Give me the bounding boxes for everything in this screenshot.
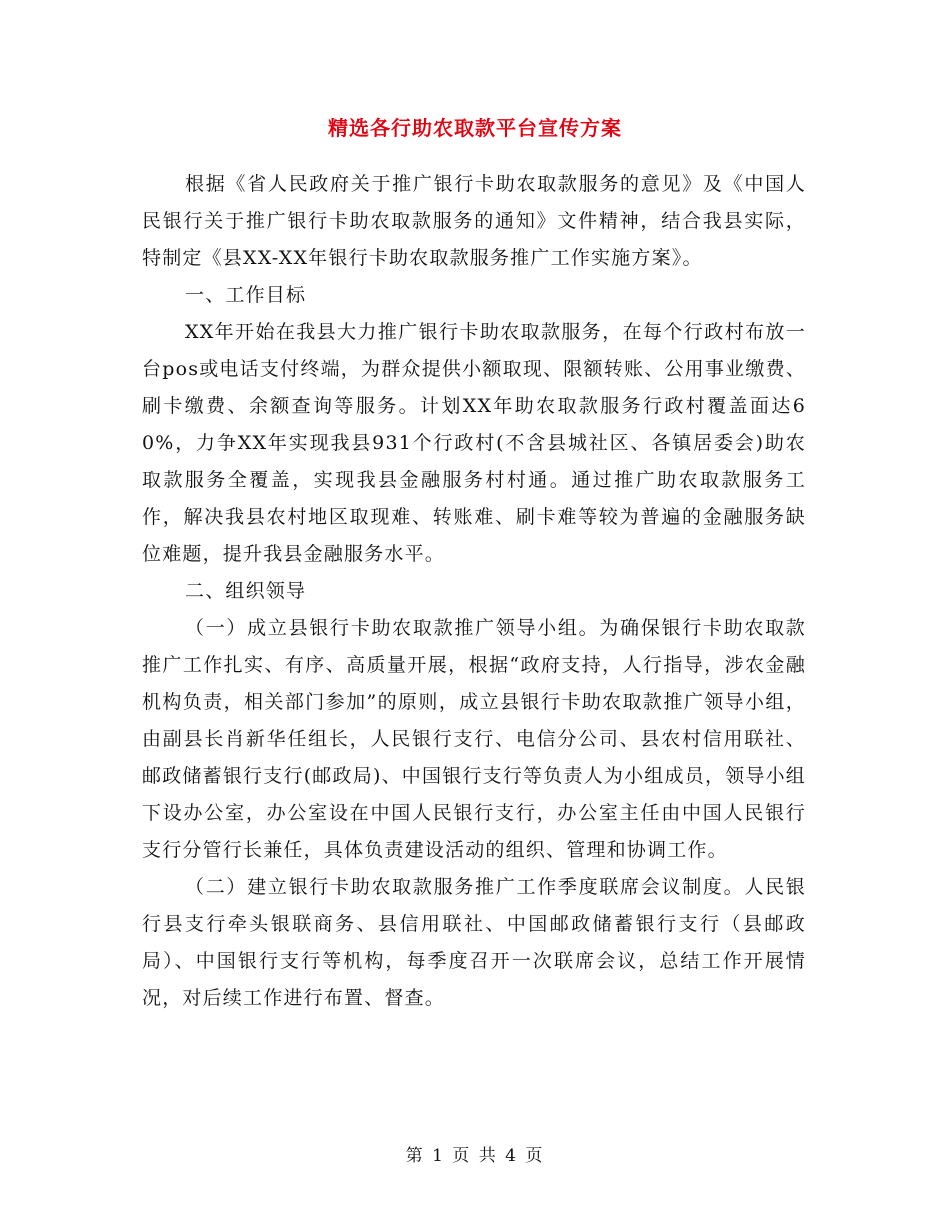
intro-paragraph: 根据《省人民政府关于推广银行卡助农取款服务的意见》及《中国人民银行关于推广银行卡助农取款服务的通知》文件精神，结合我县实际，特制定《县XX-XX年银行卡助农取款服务推广工作实施方案》。 xyxy=(142,173,806,269)
page-number-label: 第 1 页 共 4 页 xyxy=(405,1146,545,1166)
section-heading-organization: 二、组织领导 xyxy=(185,580,307,602)
document-body xyxy=(142,166,806,1017)
document-title: 精选各行助农取款平台宣传方案 xyxy=(328,116,622,140)
page-footer xyxy=(0,1144,950,1168)
joint-meeting-paragraph: （二）建立银行卡助农取款服务推广工作季度联席会议制度。人民银行县支行牵头银联商务、县信用联社、中国邮政储蓄银行支行（县邮政局）、中国银行支行等机构，每季度召开一次联席会议，总结工作开展情况，对后续工作进行布置、督查。 xyxy=(142,876,806,1009)
leadership-group-paragraph: （一）成立县银行卡助农取款推广领导小组。为确保银行卡助农取款推广工作扎实、有序、高质量开展，根据“政府支持，人行指导，涉农金融机构负责，相关部门参加”的原则，成立县银行卡助农取款推广领导小组，由副县长肖新华任组长，人民银行支行、电信分公司、县农村信用联社、邮政储蓄银行支行(邮政局)、中国银行支行等负责人为小组成员，领导小组下设办公室，办公室设在中国人民银行支行，办公室主任由中国人民银行支行分管行长兼任，具体负责建设活动的组织、管理和协调工作。 xyxy=(142,617,806,861)
section-heading-work-goals: 一、工作目标 xyxy=(185,284,307,306)
work-goals-paragraph: XX年开始在我县大力推广银行卡助农取款服务，在每个行政村布放一台pos或电话支付终端，为群众提供小额取现、限额转账、公用事业缴费、刷卡缴费、余额查询等服务。计划XX年助农取款服务行政村覆盖面达60%，力争XX年实现我县931个行政村(不含县城社区、各镇居委会)助农取款服务全覆盖，实现我县金融服务村村通。通过推广助农取款服务工作，解决我县农村地区取现难、转账难、刷卡难等较为普遍的金融服务缺位难题，提升我县金融服务水平。 xyxy=(142,321,806,565)
